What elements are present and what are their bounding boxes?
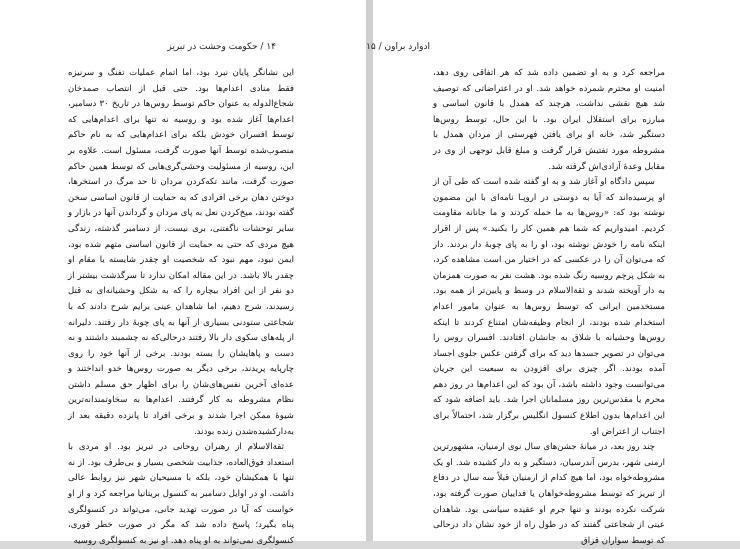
paragraph: سپس دادگاه او آغاز شد و به او گفته شده است که طی آن از او پرسیده‌اند که آیا به دوستی در اروپـا نامه‌ای با این مضمون نوشته بود که: «روس‌ها به ما حمله کردند و ما جانانه مقاومت کردیم. امیدواریم که شما هم همین کار را بکنید.» پس از اقرار اینکه نامه را خودش نوشته بود، او را به پای چوبهٔ دار بردند. دار که می‌توان آن را در عکسی که در اختیار من است مشاهده کرد، به شکل پرچم روسیه رنگ شده بود. هشت نفر به صورت همزمان به دار آویخته شدند و ثقةالاسلام در وسط و پایین‌تر از همه بود. مستخدمین ایرانی که توسط روس‌ها به عنوان مامور اعدام استخدام شده بودند، از انجام وظیفه‌شان امتناع کردند تا اینکه روس‌ها وحشیانه با شلاق به جانشان افتادند. افسران روس را می‌توان در تصویر جسدها دید که برای گرفتن عکس جلوی اجساد آمده بودند. اگر چیزی برای افزودن به سبعیت این جریان می‌توانست وجود داشته باشد، آن بود که این اعدام‌ها در روز دهم محرم یا مقدس‌ترین روز مسلمانان اجرا شد. باید اضافه شود که این اعدام‌ها بدون اطلاع کنسول انگلیس برگزار شد، احتمالاً برای اجتناب از اعتراض او. [433, 177, 665, 437]
paragraph: ثقةالاسلام از رهبران روحانی در تبریز بود. او مردی با استعداد فوق‌العاده، جذابیت شخصی بسیار و بی‌طرف بود. از نه تنها با همکیشان خود، بلکه با مسیحیان شهر نیز روابط عالی داشت. او در اوایل دسامبر به کنسول بریتانیا مراجعه کرد و از او خواست که آیا در صورت تهدید جانی، می‌تواند در کنسولگری پناه بگیرد؛ پاسخ داده شد که مگر در صورت خطر فوری، کنسولگری نمی‌تواند به او پناه دهد. او نیز به کنسولگری روسیه [68, 442, 294, 546]
right-page-body [433, 66, 665, 549]
left-page [0, 0, 366, 546]
right-page [366, 0, 740, 546]
paragraph: مراجعه کرد و به او تضمین داده شد که هر اتفاقی روی دهد، امنیت او محترم شمرده خواهد شد. او در اعتراضاتی که توصیف شد هیچ نقشی نداشت، هرچند که همدل با قانون اساسی و مبارزه برای استقلال ایران بود. با این حال، توسط روس‌ها دستگیر شد، خانه او برای یافتن فهرستی از مردان همدل با مشروطه مورد تفتیش قرار گرفت و مبلغ قابل توجهی از وی در مقابل وعدهٔ آزادی‌اش گرفته شد. [433, 68, 665, 172]
paragraph: این نشانگر پایان نبرد بود، اما اتمام عملیات تفنگ و سرنیزه فقط منادی اعدام‌ها بود. حتی قبل از انتصاب صمدخان شجاع‌الدوله به عنوان حاکم توسط روس‌ها در تاریخ ۳۰ دسامبر، اعدام‌ها آغاز شده بود و روسیه نه تنها برای اعدام‌هایی که توسط افسران خودش بلکه برای اعدام‌هایی که به نام حاکم منصوب‌شده توسط آنها صورت گرفت، مسئول است. علاوه بر این، روسیه از مسئولیت وحشی‌گری‌هایی که توسط همین حاکم صورت گرفت، مانند تکه‌کردن مردان تا حد مرگ در استخرها، دوختن دهان برخی افرادی که به حمایت از قانون اساسی سخن گفته بودند، میخ‌کردن نعل به پای مردان و گرداندن آنها در بازار و سایر توحشات ناگفتنی، بری نیست. از دسامبر گذشته، زندگی هیچ مردی که حتی به حمایت از قانون اساسی متهم شده بود، ایمن نبود، مهم نبود که شخصیت او چقدر شایسته یا مقام او چقدر بالا باشد. در این مقاله امکان ندارد تا سرگذشت بیشتر از دو نفر از این افراد بیچاره را که به شکل وحشیانه‌ای به قتل رسیدند، شرح دهیم، اما شاهدان عینی برایم شرح دادند که با شجاعتی ستودنی بسیاری از آنها به پای چوبهٔ دار رفتند. دلیرانه از پله‌های سکوی دار بالا رفتند درحالی‌که نه چشمبند داشتند و نه دست و پاهایشان را بسته بودند. برخی از آنها خود را روی چارپایه پریدند، برخی دیگر به صورت روس‌ها خدو انداختند و عده‌ای آخرین نفس‌های‌شان را برای اظهار حق مسلم داشتن نظام مشروطه به کار گرفتند. اعدام‌ها به سخاوتمندانه‌ترین شیوهٔ ممکن اجرا شدند و برخی افراد تا پانزده دقیقه بعد از به‌دارکشیده‌شدن زنده بودند. [68, 68, 295, 437]
left-page-body [68, 66, 294, 549]
right-page-header: ادوارد براون / ۱۵ [366, 42, 430, 52]
paragraph: چند روز بعد، در میانهٔ جشن‌های سال نوی ارمنیان، مشهورترین ارمنی شهر، بدرس آندرسیان، دستگیر و به دار کشیده شد. او یک مشروطه‌خواه بود، اما هیچ کدام از ارمنیان قبلاً سه سال در دفاع از تبریز که توسط مشروطه‌خواهان یا فداییان صورت گرفته بود، شرکت نکرده بودند و تنها جرم او عقیده سیاسی بود. شاهدان عینی از شجاعتی گفتند که در طول راه از خود نشان داد درحالی که توسط سواران قزاق [433, 442, 665, 546]
left-page-header: ۱۴ / حکومت وحشت در تبریز [167, 42, 276, 52]
book-gutter [366, 0, 373, 541]
